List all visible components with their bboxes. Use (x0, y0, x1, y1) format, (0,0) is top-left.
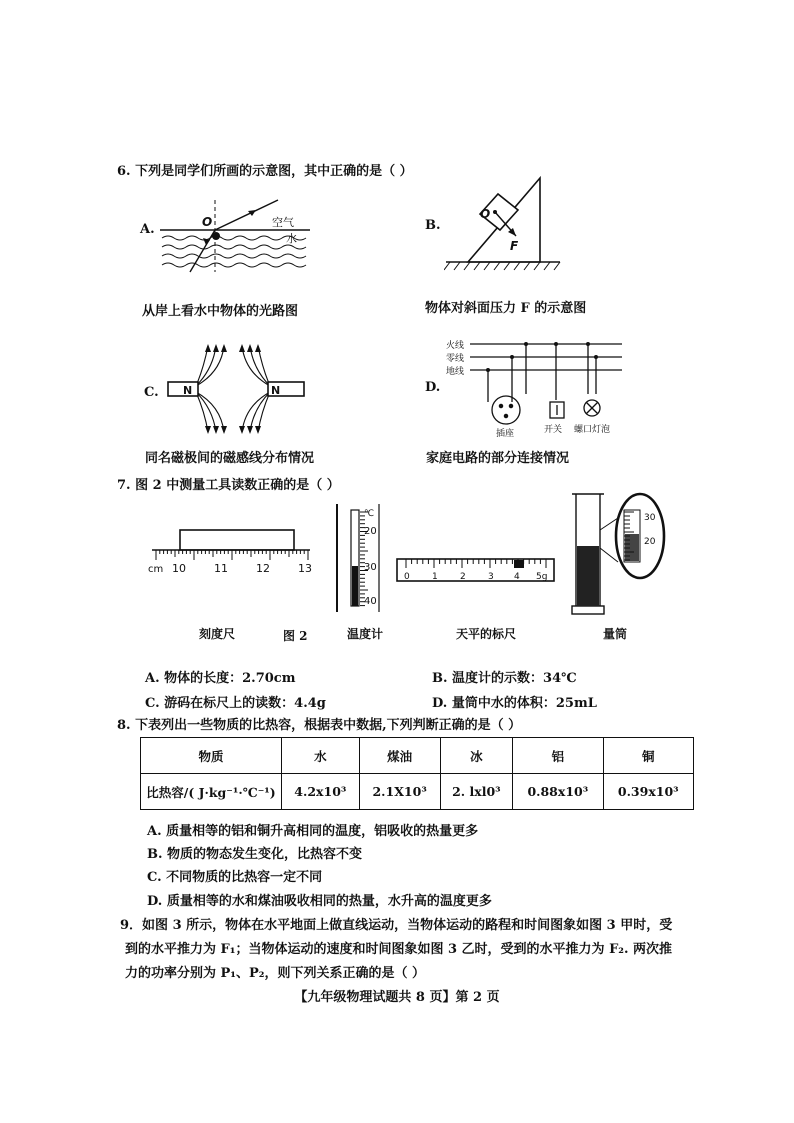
ruler-caption: 刻度尺 (199, 627, 236, 641)
balance-tick-4: 4 (514, 572, 520, 582)
balance-tick-1: 1 (432, 572, 438, 582)
ruler-tick-12: 12 (256, 562, 270, 575)
q6-option-c-label: C. (144, 385, 159, 400)
table-row-label: 比热容/( J·kg⁻¹·℃⁻¹) (141, 774, 282, 810)
cylinder-tick-20: 20 (644, 537, 656, 547)
balance-tick-5g: 5g (536, 572, 548, 582)
q6-option-b-caption: 物体对斜面压力 F 的示意图 (425, 301, 587, 316)
q6-option-c-caption: 同名磁极间的磁感线分布情况 (145, 451, 315, 466)
incline-diagram (444, 172, 564, 272)
table-header-cell: 煤油 (359, 738, 440, 774)
table-cell: 0.39x10³ (603, 774, 693, 810)
balance-scale-diagram (396, 558, 556, 584)
thermometer-diagram (334, 502, 382, 614)
magnet-right-pole: N (271, 384, 281, 397)
table-cell: 0.88x10³ (513, 774, 603, 810)
ruler-tick-10: 10 (172, 562, 186, 575)
bulb-label: 螺口灯泡 (574, 425, 611, 435)
table-cell: 4.2x10³ (282, 774, 360, 810)
refraction-point-o: O (202, 215, 213, 229)
q9-line-1: 9．如图 3 所示，物体在水平地面上做直线运动，当物体运动的路程和时间图象如图 3 甲时，受 (120, 918, 673, 933)
force-f-label: F (510, 239, 519, 253)
q7-option-b: B. 温度计的示数：34℃ (432, 671, 577, 686)
thermometer-unit: ℃ (364, 509, 375, 519)
magnetic-field-diagram (166, 342, 306, 434)
balance-tick-0: 0 (404, 572, 410, 582)
ruler-diagram (148, 528, 314, 576)
air-label: 空气 (272, 216, 294, 229)
ruler-unit: cm (148, 564, 164, 575)
cylinder-caption: 量筒 (603, 627, 628, 641)
balance-tick-3: 3 (488, 572, 494, 582)
balance-tick-2: 2 (460, 572, 466, 582)
q7-option-c: C. 游码在标尺上的读数：4.4g (145, 696, 326, 711)
q9-line-2: 到的水平推力为 F₁；当物体运动的速度和时间图象如图 3 乙时，受到的水平推力为 F₂. 两次推 (125, 942, 673, 957)
thermometer-tick-30: 30 (364, 562, 377, 573)
thermometer-tick-20: 20 (364, 526, 377, 537)
thermometer-tick-40: 40 (364, 596, 377, 607)
table-header-cell: 铝 (513, 738, 603, 774)
thermometer-caption: 温度计 (347, 627, 384, 641)
q8-option-a: A. 质量相等的铝和铜升高相同的温度，铝吸收的热量更多 (147, 824, 479, 839)
household-circuit-diagram (446, 334, 626, 438)
q7-stem: 7. 图 2 中测量工具读数正确的是（ ） (117, 478, 340, 493)
q7-option-d: D. 量筒中水的体积：25mL (432, 696, 597, 711)
incline-point-o: O (480, 207, 491, 221)
fire-wire-label: 火线 (446, 341, 465, 351)
table-header-cell: 冰 (440, 738, 512, 774)
table-header-row (141, 738, 694, 774)
table-row (141, 774, 694, 810)
q6-option-a-caption: 从岸上看水中物体的光路图 (142, 304, 299, 319)
q6-option-d-label: D. (425, 380, 441, 395)
q8-option-c: C. 不同物质的比热容一定不同 (147, 870, 323, 885)
cylinder-tick-30: 30 (644, 513, 656, 523)
table-cell: 2. lxl0³ (440, 774, 512, 810)
magnet-left-pole: N (183, 384, 193, 397)
q6-option-b-label: B. (425, 218, 441, 233)
ruler-tick-13: 13 (298, 562, 312, 575)
measuring-cylinder-diagram (570, 490, 670, 618)
q8-stem: 8. 下表列出一些物质的比热容，根据表中数据,下列判断正确的是（ ） (117, 718, 522, 733)
table-cell: 2.1X10³ (359, 774, 440, 810)
water-label: 水 (286, 232, 297, 245)
table-header-cell: 物质 (141, 738, 282, 774)
figure-2-caption: 图 2 (283, 629, 308, 643)
table-header-cell: 水 (282, 738, 360, 774)
q7-option-a: A. 物体的长度：2.70cm (145, 671, 296, 686)
balance-caption: 天平的标尺 (456, 627, 517, 641)
q6-stem: 6. 下列是同学们所画的示意图，其中正确的是（ ） (117, 164, 413, 179)
q8-option-b: B. 物质的物态发生变化，比热容不变 (147, 847, 363, 862)
q9-line-3: 力的功率分别为 P₁、P₂，则下列关系正确的是（ ） (125, 966, 425, 981)
q6-option-a-label: A. (140, 222, 155, 237)
refraction-diagram (160, 192, 310, 274)
ruler-tick-11: 11 (214, 562, 228, 575)
switch-label: 开关 (544, 425, 563, 435)
page-footer: 【九年级物理试题共 8 页】第 2 页 (294, 990, 500, 1005)
q6-option-d-caption: 家庭电路的部分连接情况 (426, 451, 570, 466)
specific-heat-table (140, 737, 694, 810)
q8-option-d: D. 质量相等的水和煤油吸收相同的热量，水升高的温度更多 (147, 894, 492, 909)
ground-wire-label: 地线 (446, 367, 465, 377)
socket-label: 插座 (496, 429, 515, 438)
table-header-cell: 铜 (603, 738, 693, 774)
neutral-wire-label: 零线 (446, 354, 465, 364)
